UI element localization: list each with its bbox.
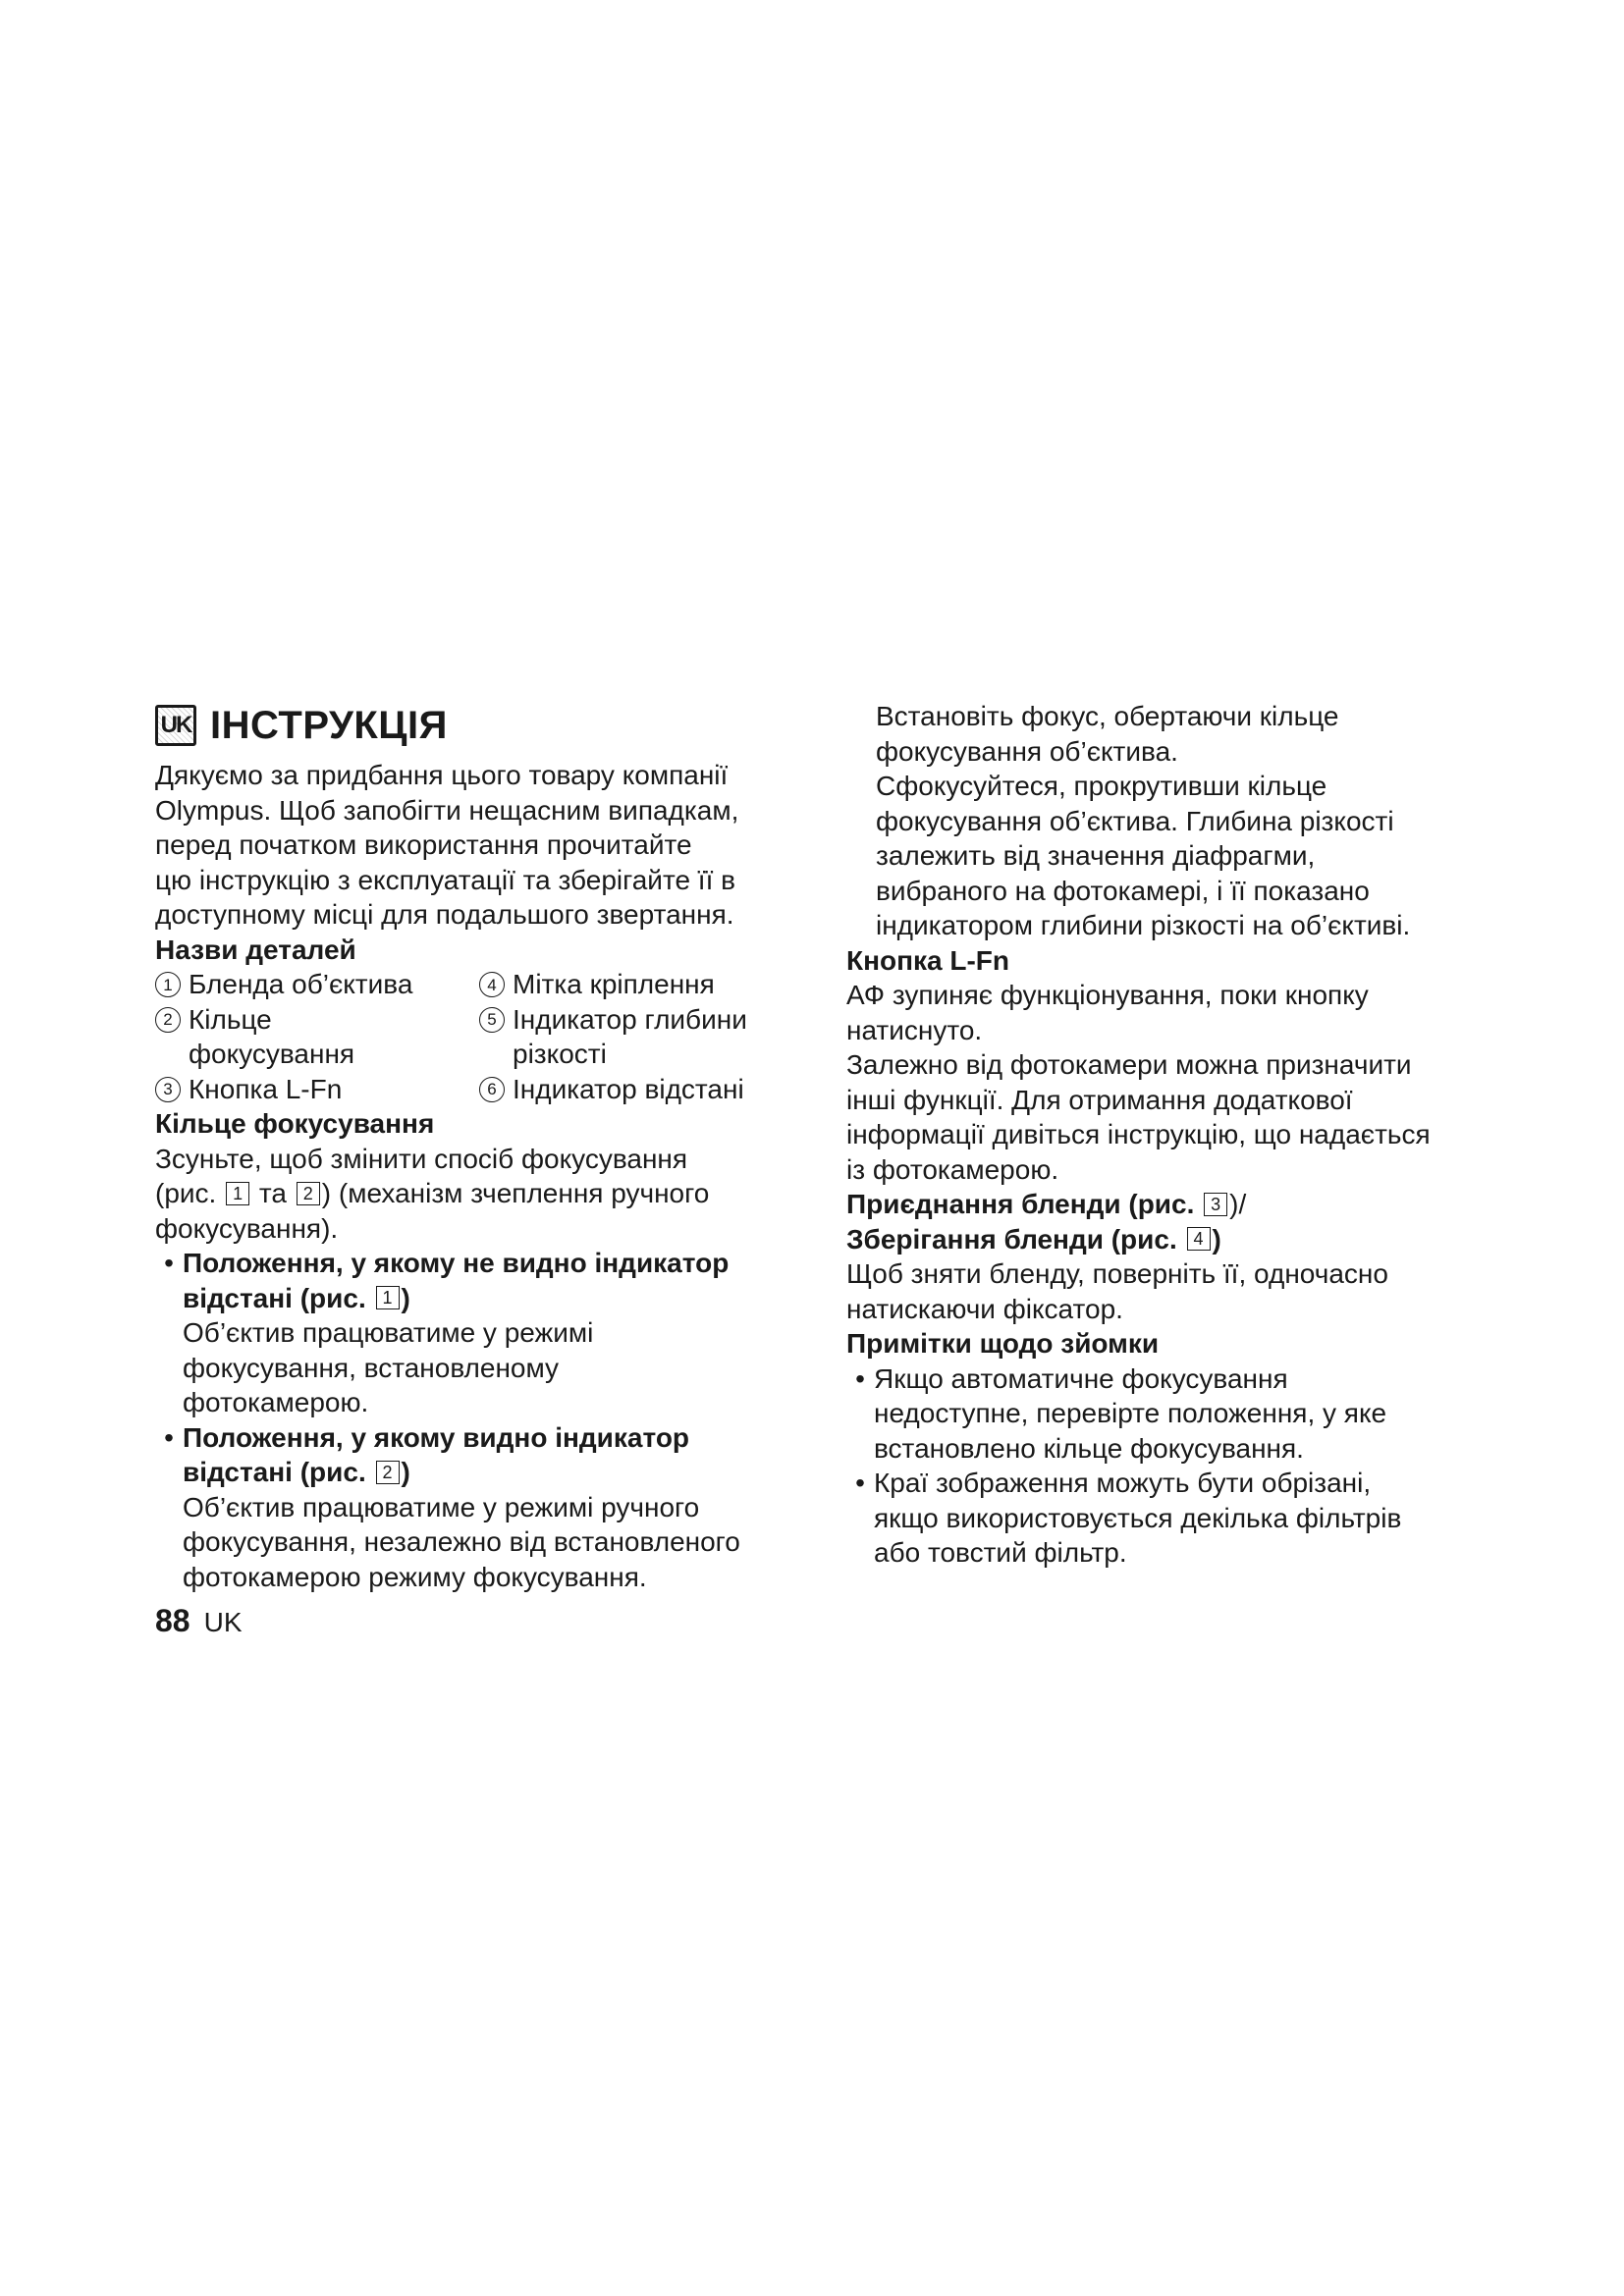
part-label [189,1002,354,1072]
focus-ring-paragraph [155,1142,793,1247]
part-label: Індикатор відстані [513,1073,744,1104]
focus-text-part: ) (механізм зчеплення ручного [321,1178,710,1208]
text-line: вибраного на фотокамері, і її показано [876,875,1370,906]
bullet-heading-line: Положення, у якому видно індикатор [183,1421,690,1453]
bullet-heading-text: відстані (рис. [183,1457,366,1487]
part-label-line: Кільце [189,1003,272,1035]
notes-heading: Примітки щодо зйомки [846,1328,1160,1359]
lfn-heading: Кнопка L-Fn [846,944,1010,976]
bullet-text-line: Об’єктив працюватиме у режимі [183,1317,594,1348]
text-line: інші функції. Для отримання додаткової [846,1084,1353,1115]
figure-box-icon: 1 [376,1286,400,1309]
figure-box-icon: 3 [1204,1193,1227,1216]
intro-line: доступному місці для подальшого звертання. [155,899,734,930]
part-label [513,1002,747,1072]
part-item [155,1072,479,1107]
part-label: Бленда об’єктива [189,969,413,999]
hood-paragraph [846,1256,1485,1326]
circled-number-icon: 2 [155,1007,181,1033]
text-line: індикатором глибини різкості на об’єктиві. [876,910,1411,940]
circled-number-icon: 6 [479,1077,505,1102]
text-line: натиснуто. [846,1014,983,1045]
text-line: АФ зупиняє функціонування, поки кнопку [846,980,1369,1010]
part-item [479,1002,793,1072]
bullet-heading-text: відстані (рис. [183,1282,366,1313]
intro-line: Olympus. Щоб запобігти нещасним випадкам, [155,794,739,826]
part-item [479,967,793,1002]
part-item [155,967,479,1002]
focus-continued-1 [846,699,1485,769]
hood-storage-heading [846,1222,1485,1257]
notes-list [846,1362,1485,1571]
part-item [155,1002,479,1072]
bullet-icon: • [164,1248,174,1278]
focus-line: Зсуньте, щоб змінити спосіб фокусування [155,1143,688,1174]
text-line: Краї зображення можуть бути обрізані, [874,1468,1372,1498]
text-line: встановлено кільце фокусування. [874,1432,1304,1464]
bullet-heading-text: ) [401,1457,410,1487]
part-label: Мітка кріплення [513,969,715,999]
list-item [155,1246,793,1420]
left-column [155,699,793,1594]
circled-number-icon: 4 [479,972,505,997]
figure-box-icon: 1 [226,1182,249,1205]
hood-heading-text: ) [1212,1223,1221,1255]
parts-heading: Назви деталей [155,934,356,965]
title-text: ІНСТРУКЦІЯ [210,704,448,747]
text-line: із фотокамерою. [846,1153,1059,1185]
circled-number-icon: 5 [479,1007,505,1033]
bullet-icon: • [855,1468,865,1498]
bullet-heading-line [183,1281,793,1316]
circled-number-icon: 1 [155,972,181,997]
bullet-body [183,1420,793,1595]
focus-continued-2 [846,769,1485,943]
hood-heading-text: )/ [1229,1189,1247,1219]
text-line: недоступне, перевірте положення, у яке [874,1398,1387,1428]
text-line: Якщо автоматичне фокусування [874,1362,1288,1394]
right-column [846,699,1485,1571]
circled-number-icon: 3 [155,1077,181,1102]
part-item [479,1072,793,1107]
text-line: якщо використовується декілька фільтрів [874,1502,1402,1533]
part-label: Кнопка L-Fn [189,1073,343,1104]
text-line: інформації дивіться інструкцію, що надається [846,1119,1431,1149]
hood-heading [846,1187,1485,1222]
intro-line: перед початком використання прочитайте [155,829,692,860]
intro-line: цю інструкцію з експлуатації та зберігайте її в [155,864,736,895]
text-line: або товстий фільтр. [874,1537,1127,1568]
text-line: Сфокусуйтеся, прокрутивши кільце [876,771,1327,801]
lfn-paragraph [846,978,1485,1187]
note-body [874,1362,1485,1467]
focus-text-part: та [258,1178,287,1208]
bullet-text-line: фокусування, незалежно від встановленого [183,1526,740,1557]
bullet-text-line: фотокамерою режиму фокусування. [183,1561,647,1592]
list-item [846,1466,1485,1571]
bullet-heading-line: Положення, у якому не видно індикатор [183,1248,730,1278]
text-line: залежить від значення діафрагми, [876,840,1316,871]
figure-box-icon: 4 [1187,1227,1211,1251]
bullet-icon: • [855,1362,865,1394]
text-line: Щоб зняти бленду, поверніть її, одночасно [846,1258,1388,1289]
bullet-text-line: фотокамерою. [183,1387,369,1417]
figure-box-icon: 2 [297,1182,320,1205]
hood-heading-text: Приєднання бленди (рис. [846,1189,1195,1219]
page-footer [155,1601,243,1642]
bullet-icon: • [164,1421,174,1453]
language-code: UK [203,1607,243,1637]
language-badge-icon: UK [155,705,196,746]
intro-line: Дякуємо за придбання цього товару компанії [155,760,729,790]
note-body [874,1466,1485,1571]
text-line: натискаючи фіксатор. [846,1293,1123,1324]
bullet-heading-line [183,1455,793,1490]
focus-line: фокусування). [155,1212,339,1244]
hood-heading-text: Зберігання бленди (рис. [846,1223,1177,1255]
intro-paragraph [155,758,793,933]
part-label-line: Індикатор глибини [513,1003,747,1035]
bullet-text-line: Об’єктив працюватиме у режимі ручного [183,1491,700,1522]
bullet-list [155,1246,793,1594]
text-line: фокусування об’єктива. Глибина різкості [876,805,1394,836]
part-label-line: різкості [513,1039,607,1069]
list-item [846,1362,1485,1467]
page-number: 88 [155,1603,190,1638]
text-line: фокусування об’єктива. [876,735,1178,767]
text-line: Залежно від фотокамери можна призначити [846,1049,1412,1080]
page-title [155,699,793,752]
bullet-body [183,1246,793,1420]
focus-text-part: (рис. [155,1178,217,1208]
parts-list [155,967,793,1106]
list-item [155,1420,793,1595]
part-label-line: фокусування [189,1039,355,1069]
focus-line [155,1176,793,1211]
bullet-heading-text: ) [401,1282,410,1313]
figure-box-icon: 2 [376,1461,400,1484]
text-line: Встановіть фокус, обертаючи кільце [876,701,1339,731]
focus-ring-heading: Кільце фокусування [155,1108,435,1139]
bullet-text-line: фокусування, встановленому [183,1352,560,1383]
